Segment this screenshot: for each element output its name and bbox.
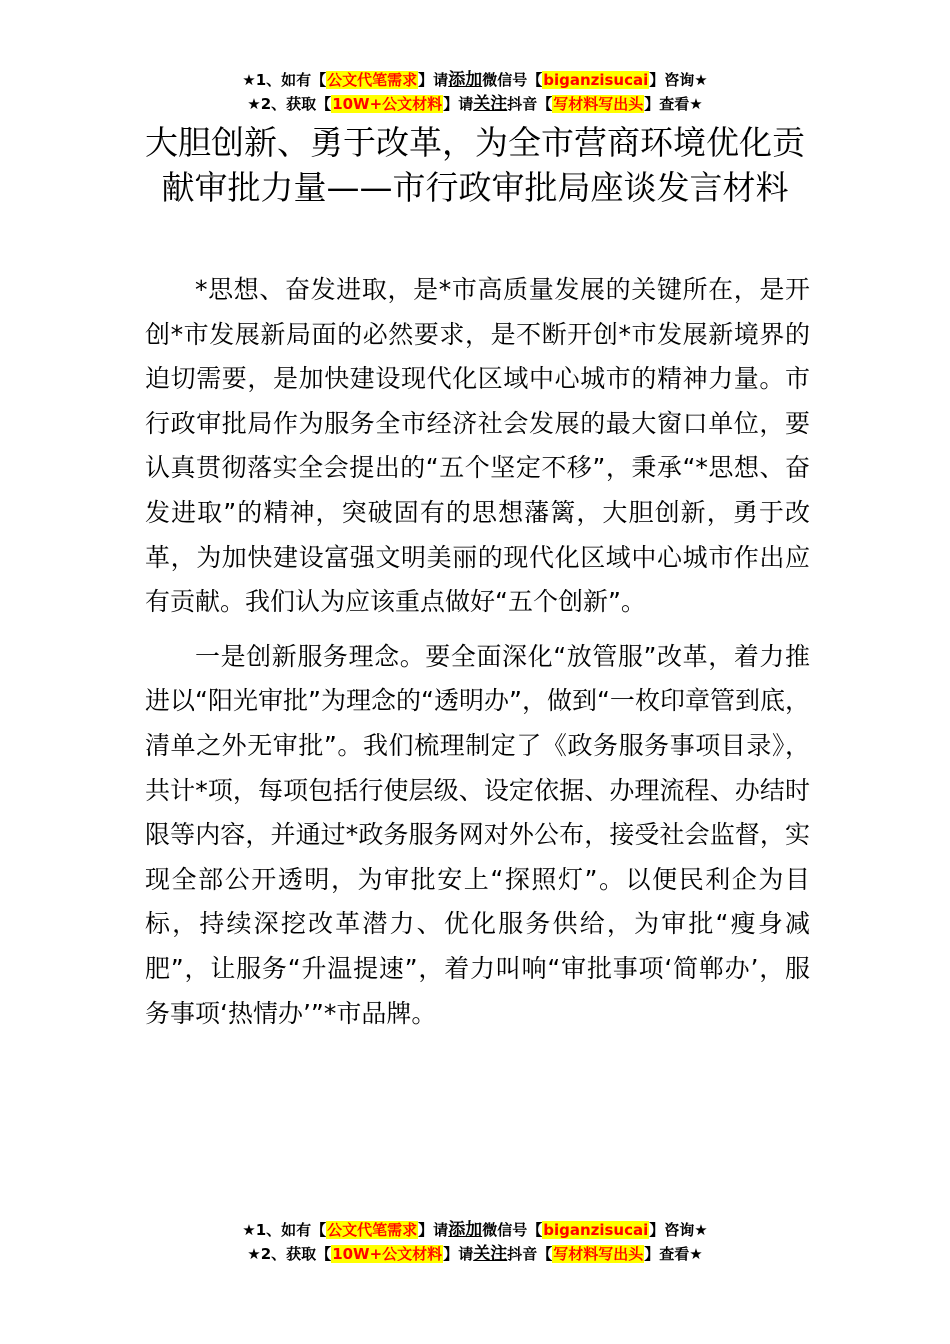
star-icon: ★ (242, 1221, 256, 1239)
promo-line-2: ★2、获取【10W+公文材料】请关注抖音【写材料写出头】查看★ (247, 1244, 703, 1264)
promo-line-2: ★2、获取【10W+公文材料】请关注抖音【写材料写出头】查看★ (247, 94, 703, 114)
promo-line-1: ★1、如有【公文代笔需求】请添加微信号【biganzisucai】咨询★ (242, 70, 708, 90)
star-icon: ★ (247, 95, 261, 113)
highlight-douyin: 写材料写出头 (553, 1245, 644, 1263)
highlight-wechat-id: biganzisucai (543, 71, 649, 89)
highlight-wechat-id: biganzisucai (543, 1221, 649, 1239)
promo-line-1: ★1、如有【公文代笔需求】请添加微信号【biganzisucai】咨询★ (242, 1220, 708, 1240)
star-icon: ★ (694, 1221, 708, 1239)
highlight-service: 公文代笔需求 (327, 1221, 418, 1239)
star-icon: ★ (689, 95, 703, 113)
highlight-materials: 10W+公文材料 (332, 1245, 443, 1263)
promo-banner-top (0, 68, 950, 116)
paragraph-innovation-1: 一是创新服务理念。要全面深化“放管服”改革，着力推进以“阳光审批”为理念的“透明办”，做到“一枚印章管到底，清单之外无审批”。我们梳理制定了《政务服务事项目录》，共计*项，每项包括行使层级、设定依据、办理流程、办结时限等内容，并通过*政务服务网对外公布，接受社会监督，实现全部公开透明，为审批安上“探照灯”。以便民利企为目标，持续深挖改革潜力、优化服务供给，为审批“瘦身减肥”，让服务“升温提速”，着力叫响“审批事项‘简郸办’，服务事项‘热情办’”*市品牌。 (145, 641, 810, 1028)
star-icon: ★ (247, 1245, 261, 1263)
star-icon: ★ (242, 71, 256, 89)
highlight-douyin: 写材料写出头 (553, 95, 644, 113)
highlight-materials: 10W+公文材料 (332, 95, 443, 113)
document-title: 大胆创新、勇于改革，为全市营商环境优化贡献审批力量——市行政审批局座谈发言材料 (145, 123, 805, 207)
promo-banner-bottom (0, 1218, 950, 1266)
star-icon: ★ (694, 71, 708, 89)
document-body (145, 268, 810, 1046)
star-icon: ★ (689, 1245, 703, 1263)
paragraph-intro: *思想、奋发进取，是*市高质量发展的关键所在，是开创*市发展新局面的必然要求，是不断开创*市发展新境界的迫切需要，是加快建设现代化区域中心城市的精神力量。市行政审批局作为服务全市经济社会发展的最大窗口单位，要认真贯彻落实全会提出的“五个坚定不移”，秉承“*思想、奋发进取”的精神，突破固有的思想藩篱，大胆创新，勇于改革，为加快建设富强文明美丽的现代化区域中心城市作出应有贡献。我们认为应该重点做好“五个创新”。 (145, 275, 810, 617)
highlight-service: 公文代笔需求 (327, 71, 418, 89)
